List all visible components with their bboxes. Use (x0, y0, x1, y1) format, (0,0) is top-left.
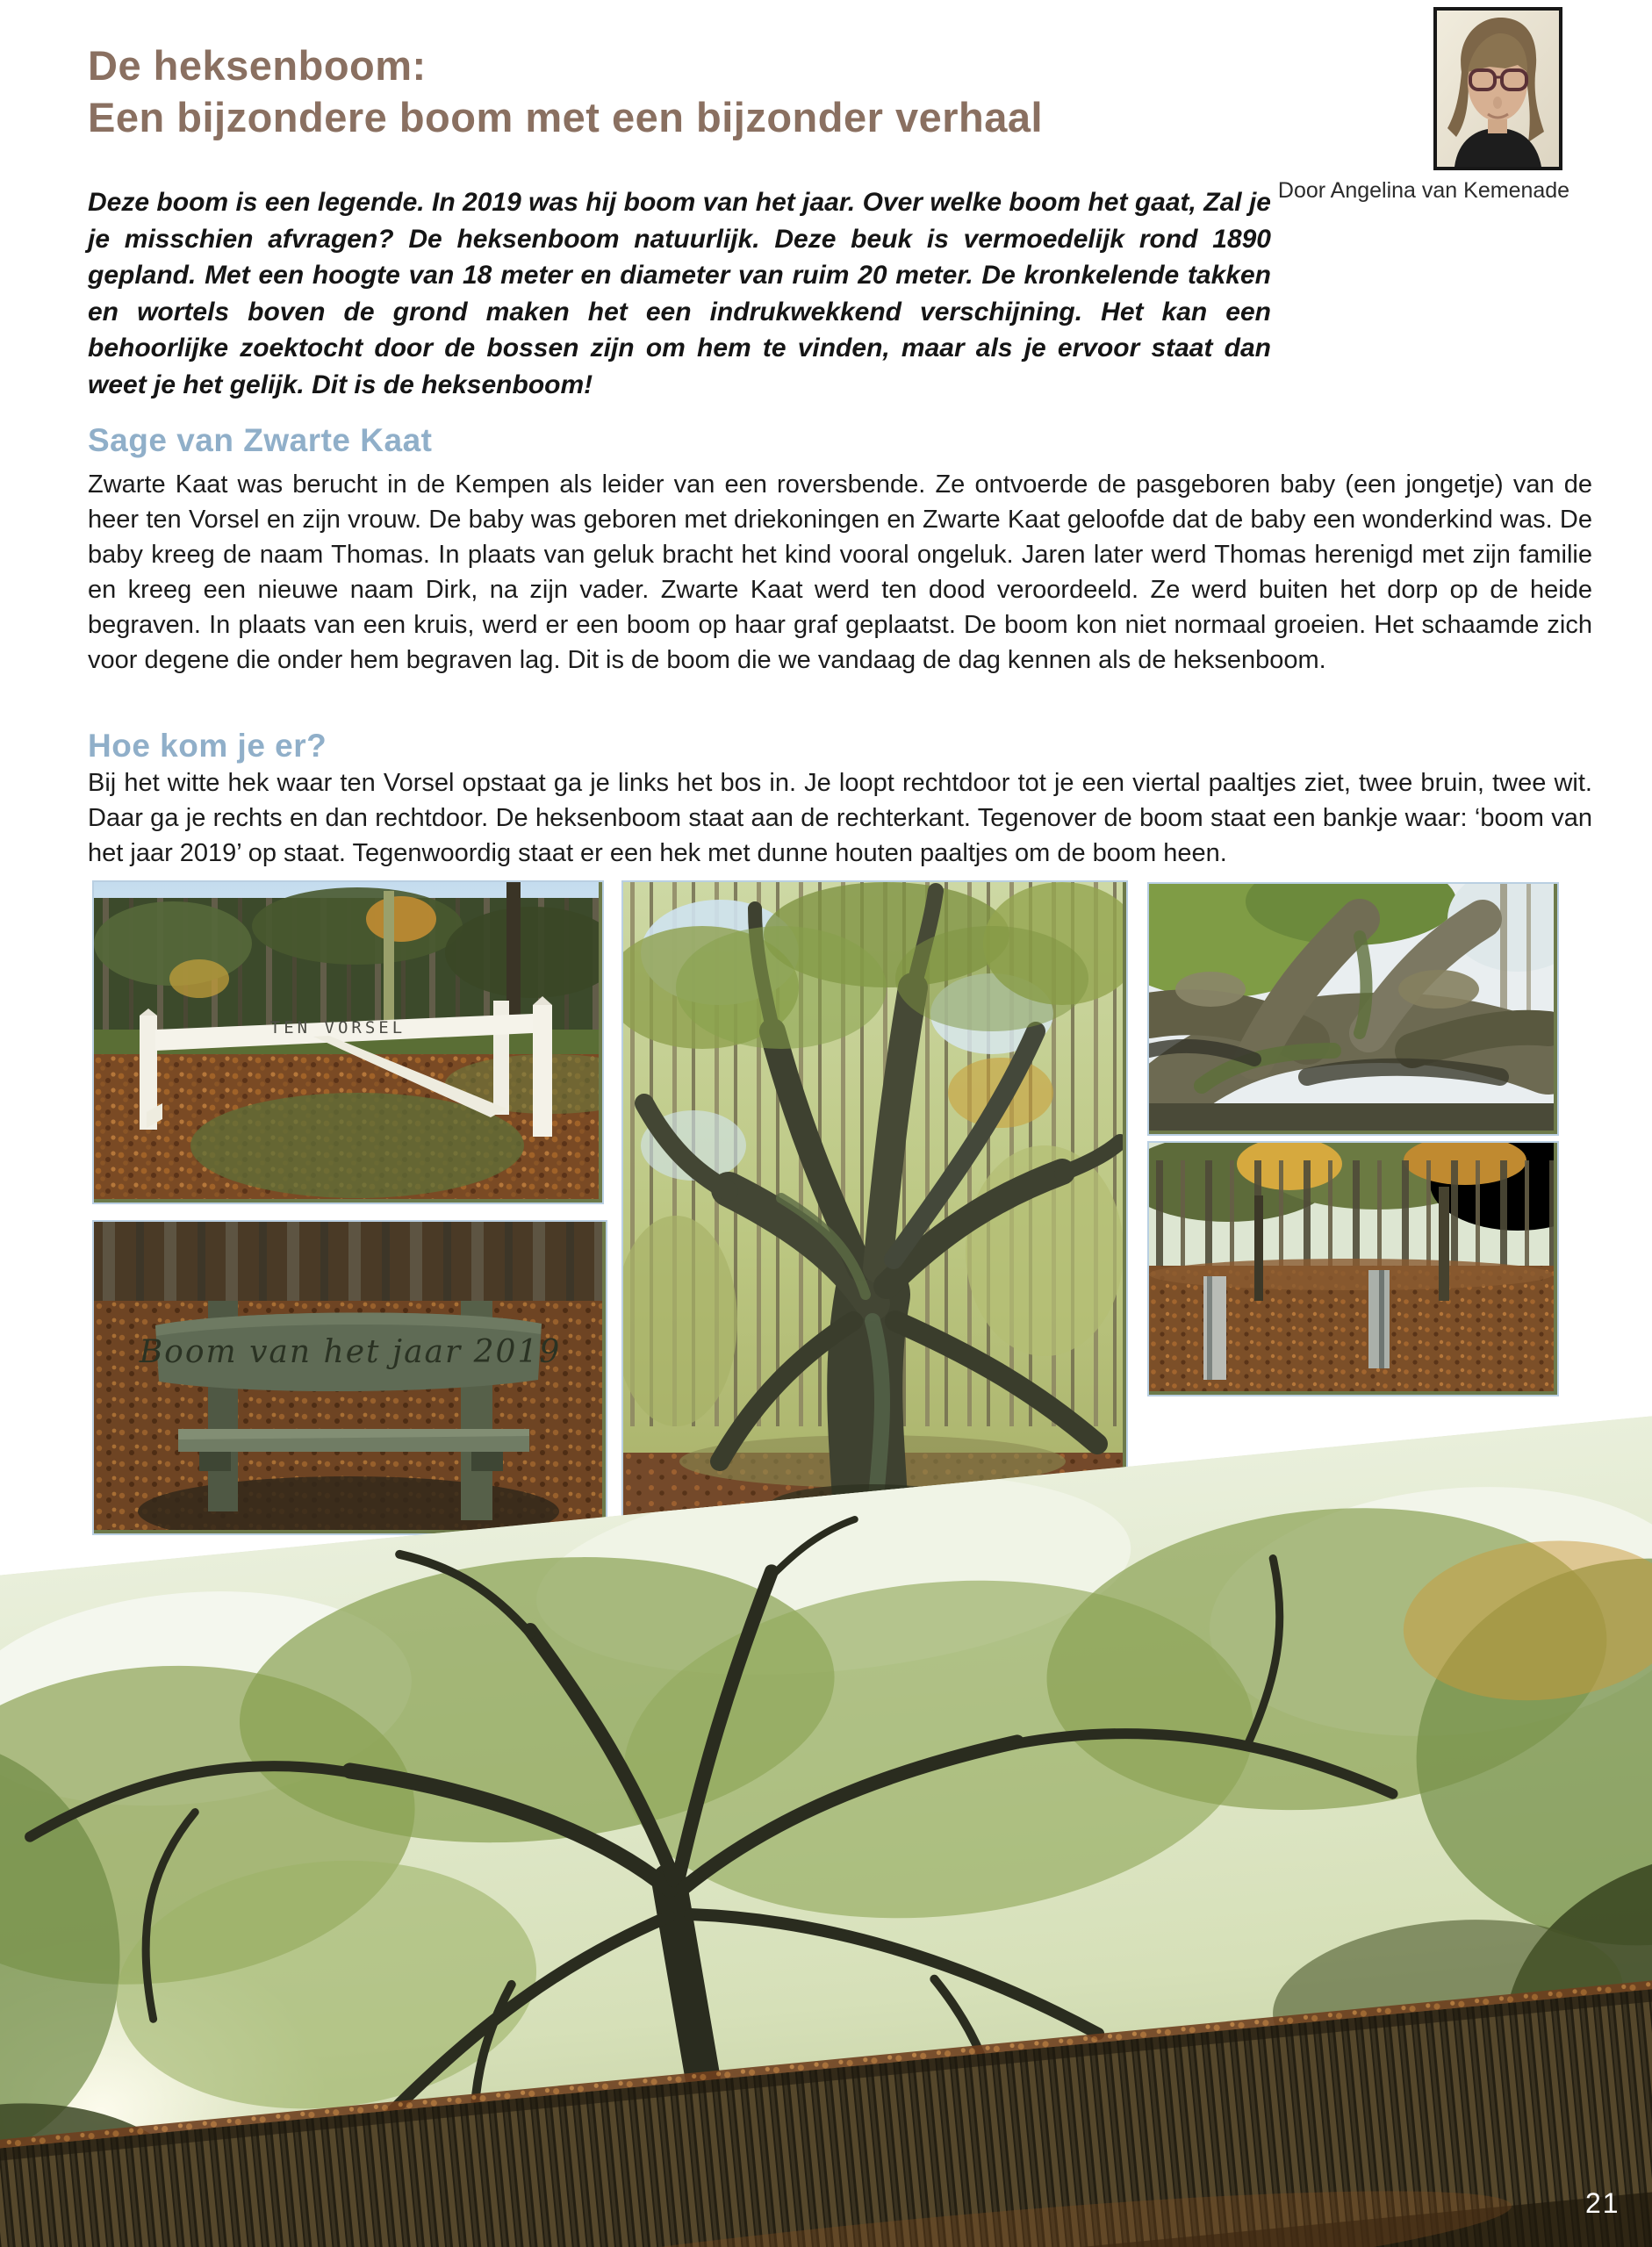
page-number: 21 (1585, 2187, 1620, 2219)
gate-photo (92, 880, 604, 1204)
gnarled-branches-photo (1147, 882, 1559, 1136)
page-title-line1: De heksenboom: (88, 42, 427, 90)
author-portrait-photo (1433, 7, 1562, 170)
section-heading-sage: Sage van Zwarte Kaat (88, 421, 433, 458)
page-title-line2: Een bijzondere boom met een bijzonder verhaal (88, 94, 1044, 141)
forest-posts-photo (1147, 1141, 1559, 1396)
gate-sign-text: TEN VORSEL (269, 1018, 406, 1037)
author-figure (1433, 7, 1555, 170)
bench-photo (92, 1220, 607, 1535)
section-body-sage: Zwarte Kaat was berucht in de Kempen als leider van een roversbende. Ze ontvoerde de pasgeboren baby (een jongetje) van de heer ten Vorsel en zijn vrouw. De baby was geboren met driekoningen en Zwarte Kaat geloofde dat de baby een wonderkind was. De baby kreeg de naam Thomas. In plaats van geluk bracht het kind vooral ongeluk. Jaren later werd Thomas herenigd met zijn familie en kreeg een nieuwe naam Dirk, na zijn vader. Zwarte Kaat werd ten dood veroordeeld. Ze werd buiten het dorp op de heide begraven. In plaats van een kruis, werd er een boom op haar graf geplaatst. De boom kon niet normaal groeien. Het schaamde zich voor degene die onder hem begraven lag. Dit is de boom die we vandaag de dag kennen als de heksenboom. (88, 470, 1592, 674)
main-tree-photo (621, 880, 1128, 1535)
intro-paragraph: Deze boom is een legende. In 2019 was hij boom van het jaar. Over welke boom het gaat, Zal je je misschien afvragen? De heksenboom natuurlijk. Deze beuk is vermoedelijk rond 1890 gepland. Met een hoogte van 18 meter en diameter van ruim 20 meter. De kronkelende takken en wortels boven de grond maken het een indrukwekkend verschijning. Het kan een behoorlijke zoektocht door de bossen zijn om hem te vinden, maar als je ervoor staat dan weet je het gelijk. Dit is de heksenboom! (88, 188, 1271, 399)
author-caption: Door Angelina van Kemenade (1277, 178, 1570, 203)
bench-carving-text: Boom van het jaar 2019 (139, 1334, 562, 1370)
section-heading-route: Hoe kom je er? (88, 727, 327, 764)
page-title (88, 39, 1404, 143)
section-body-route: Bij het witte hek waar ten Vorsel opstaat ga je links het bos in. Je loopt rechtdoor tot je een viertal paaltjes ziet, twee bruin, twee wit. Daar ga je rechts en dan rechtdoor. De heksenboom staat aan de rechterkant. Tegenover de boom staat een bankje waar: ‘boom van het jaar 2019’ op staat. Tegenwoordig staat er een hek met dunne houten paaltjes om de boom heen. (88, 769, 1592, 867)
